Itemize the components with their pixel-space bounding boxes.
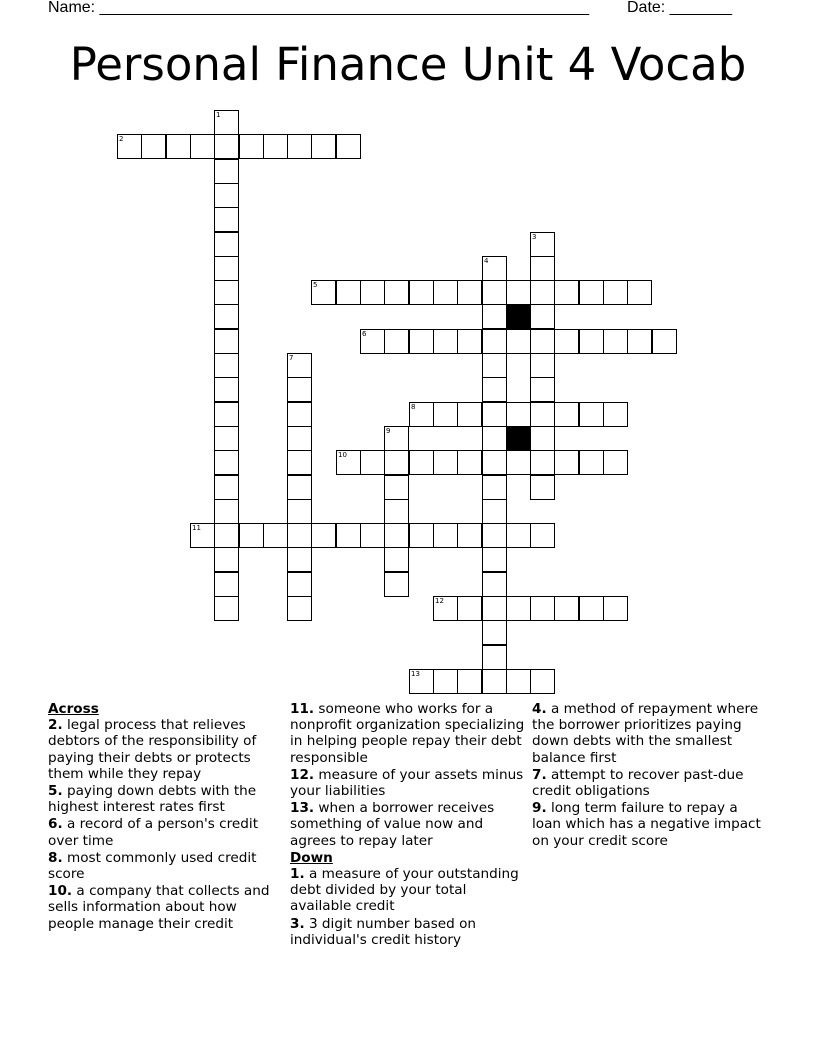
crossword-cell[interactable] (214, 402, 239, 427)
crossword-cell[interactable] (482, 669, 507, 694)
crossword-cell[interactable] (530, 402, 555, 427)
clue-across-5 (48, 783, 286, 815)
cell-number: 1 (216, 111, 221, 119)
crossword-cell[interactable] (457, 402, 482, 427)
clue-down-1 (290, 866, 528, 915)
crossword-cell[interactable] (336, 280, 361, 305)
crossword-cell[interactable] (384, 426, 409, 451)
crossword-cell[interactable] (384, 329, 409, 354)
crossword-cell[interactable] (579, 450, 604, 475)
crossword-cell[interactable] (530, 256, 555, 281)
cell-number: 2 (119, 135, 124, 143)
crossword-cell[interactable] (627, 329, 652, 354)
crossword-cell[interactable] (433, 280, 458, 305)
crossword-cell[interactable] (482, 402, 507, 427)
clue-number: 6. (48, 816, 63, 833)
crossword-cell[interactable] (384, 280, 409, 305)
clue-number: 1. (290, 866, 305, 883)
cell-number: 6 (362, 330, 367, 338)
crossword-cell[interactable] (214, 499, 239, 524)
crossword-cell[interactable] (311, 523, 336, 548)
clue-across-13 (290, 800, 528, 849)
clue-text: a method of repayment where the borrower prioritizes paying down debts with the smallest balance first (532, 701, 759, 766)
crossword-cell[interactable] (311, 134, 336, 159)
crossword-cell[interactable] (603, 402, 628, 427)
crossword-cell[interactable] (433, 329, 458, 354)
crossword-cell[interactable] (554, 329, 579, 354)
crossword-cell[interactable] (287, 475, 312, 500)
crossword-cell[interactable] (409, 669, 434, 694)
crossword-cell[interactable] (457, 329, 482, 354)
crossword-cell[interactable] (263, 134, 288, 159)
crossword-cell[interactable] (287, 426, 312, 451)
crossword-cell[interactable] (603, 329, 628, 354)
crossword-cell[interactable] (214, 596, 239, 621)
clue-text: paying down debts with the highest interest rates first (48, 783, 257, 816)
clue-number: 13. (290, 800, 315, 817)
crossword-cell[interactable] (506, 669, 531, 694)
clue-text: when a borrower receives something of value now and agrees to repay later (290, 800, 495, 849)
crossword-cell[interactable] (530, 475, 555, 500)
crossword-cell[interactable] (214, 183, 239, 208)
crossword-cell[interactable] (506, 280, 531, 305)
crossword-cell[interactable] (652, 329, 677, 354)
clue-text: a company that collects and sells information about how people manage their credit (48, 883, 270, 932)
crossword-cell[interactable] (457, 669, 482, 694)
across-heading: Across (48, 701, 99, 717)
clue-number: 10. (48, 883, 73, 900)
crossword-cell[interactable] (409, 523, 434, 548)
clue-down-3 (290, 916, 528, 948)
crossword-cell[interactable] (482, 645, 507, 670)
clue-number: 9. (532, 800, 547, 817)
crossword-cell[interactable] (530, 426, 555, 451)
crossword-cell[interactable] (482, 523, 507, 548)
clue-text: most commonly used credit score (48, 849, 257, 883)
crossword-cell[interactable] (287, 499, 312, 524)
cell-number: 11 (192, 524, 201, 532)
clue-across-2 (48, 717, 286, 782)
crossword-cell[interactable] (287, 596, 312, 621)
crossword-cell[interactable] (482, 304, 507, 329)
crossword-cell[interactable] (384, 572, 409, 597)
crossword-cell[interactable] (409, 402, 434, 427)
clue-text: measure of your assets minus your liabilities (290, 766, 524, 800)
date-field[interactable]: Date: _______ (627, 0, 732, 16)
cell-number: 12 (435, 597, 444, 605)
crossword-cell[interactable] (311, 280, 336, 305)
clue-number: 8. (48, 849, 63, 866)
clue-number: 5. (48, 783, 63, 800)
crossword-cell[interactable] (384, 523, 409, 548)
crossword-cell[interactable] (214, 377, 239, 402)
crossword-cell[interactable] (287, 353, 312, 378)
crossword-cell[interactable] (506, 523, 531, 548)
crossword-cell[interactable] (360, 280, 385, 305)
crossword-cell[interactable] (433, 669, 458, 694)
clue-number: 3. (290, 915, 305, 932)
crossword-cell[interactable] (214, 232, 239, 257)
crossword-cell[interactable] (214, 426, 239, 451)
crossword-cell[interactable] (579, 280, 604, 305)
clue-down-9 (532, 800, 770, 849)
clue-across-11 (290, 701, 528, 766)
crossword-cell[interactable] (530, 596, 555, 621)
cell-number: 7 (289, 354, 294, 362)
crossword-cell[interactable] (263, 523, 288, 548)
crossword-cell[interactable] (384, 547, 409, 572)
crossword-cell[interactable] (214, 256, 239, 281)
crossword-cell[interactable] (457, 523, 482, 548)
crossword-cell[interactable] (482, 256, 507, 281)
crossword-cell[interactable] (482, 450, 507, 475)
crossword-cell[interactable] (287, 572, 312, 597)
crossword-cell[interactable] (214, 547, 239, 572)
crossword-cell[interactable] (239, 134, 264, 159)
clue-column-1 (48, 701, 286, 933)
crossword-cell[interactable] (433, 523, 458, 548)
crossword-cell[interactable] (336, 523, 361, 548)
crossword-cell[interactable] (239, 523, 264, 548)
crossword-cell[interactable] (457, 280, 482, 305)
crossword-cell[interactable] (409, 450, 434, 475)
clue-text: someone who works for a nonprofit organization specializing in helping people repay their debt responsible (290, 701, 525, 766)
clue-down-4 (532, 701, 770, 766)
crossword-cell[interactable] (482, 620, 507, 645)
crossword-cell[interactable] (554, 280, 579, 305)
crossword-cell[interactable] (603, 280, 628, 305)
crossword-cell[interactable] (457, 596, 482, 621)
crossword-cell[interactable] (530, 353, 555, 378)
clue-across-12 (290, 767, 528, 799)
crossword-cell[interactable] (530, 450, 555, 475)
crossword-cell[interactable] (166, 134, 191, 159)
clue-text: long term failure to repay a loan which has a negative impact on your credit score (532, 800, 761, 849)
crossword-cell[interactable] (530, 377, 555, 402)
crossword-cell[interactable] (530, 669, 555, 694)
crossword-cell[interactable] (214, 475, 239, 500)
crossword-cell[interactable] (287, 523, 312, 548)
crossword-cell[interactable] (384, 450, 409, 475)
cell-number: 5 (313, 281, 318, 289)
crossword-cell[interactable] (506, 402, 531, 427)
black-square (506, 304, 531, 329)
crossword-cell[interactable] (336, 450, 361, 475)
down-heading: Down (290, 849, 333, 866)
crossword-cell[interactable] (336, 134, 361, 159)
crossword-cell[interactable] (579, 596, 604, 621)
crossword-cell[interactable] (457, 450, 482, 475)
clue-text: 3 digit number based on individual's credit history (290, 915, 477, 948)
clue-across-8 (48, 850, 286, 882)
crossword-cell[interactable] (482, 353, 507, 378)
clue-number: 11. (290, 701, 315, 717)
crossword-cell[interactable] (530, 329, 555, 354)
name-field[interactable]: Name: _______________________________________________________ (48, 0, 589, 16)
crossword-cell[interactable] (409, 329, 434, 354)
crossword-cell[interactable] (554, 402, 579, 427)
crossword-cell[interactable] (190, 134, 215, 159)
crossword-cell[interactable] (506, 329, 531, 354)
crossword-cell[interactable] (214, 572, 239, 597)
crossword-cell[interactable] (579, 402, 604, 427)
crossword-cell[interactable] (287, 377, 312, 402)
cell-number: 3 (532, 233, 537, 241)
crossword-cell[interactable] (482, 596, 507, 621)
crossword-cell[interactable] (433, 402, 458, 427)
crossword-cell[interactable] (214, 159, 239, 184)
crossword-cell[interactable] (287, 547, 312, 572)
black-square (506, 426, 531, 451)
cell-number: 10 (338, 451, 347, 459)
clue-column-2 (290, 701, 528, 949)
clue-across-10 (48, 883, 286, 932)
crossword-cell[interactable] (214, 280, 239, 305)
crossword-cell[interactable] (360, 450, 385, 475)
crossword-cell[interactable] (482, 572, 507, 597)
crossword-cell[interactable] (603, 596, 628, 621)
clue-text: attempt to recover past-due credit obligations (532, 766, 744, 800)
crossword-cell[interactable] (530, 304, 555, 329)
crossword-cell[interactable] (214, 450, 239, 475)
crossword-cell[interactable] (287, 450, 312, 475)
crossword-cell[interactable] (482, 426, 507, 451)
cell-number: 4 (484, 257, 489, 265)
crossword-cell[interactable] (530, 232, 555, 257)
crossword-cell[interactable] (482, 547, 507, 572)
cell-number: 9 (386, 427, 391, 435)
crossword-cell[interactable] (482, 499, 507, 524)
crossword-cell[interactable] (190, 523, 215, 548)
crossword-cell[interactable] (530, 280, 555, 305)
clue-column-3 (532, 701, 770, 850)
clue-down-7 (532, 767, 770, 799)
crossword-cell[interactable] (554, 450, 579, 475)
crossword-cell[interactable] (627, 280, 652, 305)
crossword-cell[interactable] (384, 475, 409, 500)
clue-number: 2. (48, 717, 63, 734)
crossword-cell[interactable] (360, 523, 385, 548)
clue-number: 12. (290, 766, 315, 783)
crossword-cell[interactable] (482, 377, 507, 402)
crossword-cell[interactable] (482, 329, 507, 354)
clue-number: 4. (532, 701, 547, 717)
crossword-cell[interactable] (530, 523, 555, 548)
page-title: Personal Finance Unit 4 Vocab (69, 38, 747, 91)
crossword-cell[interactable] (506, 596, 531, 621)
crossword-cell[interactable] (506, 450, 531, 475)
crossword-cell[interactable] (554, 596, 579, 621)
crossword-cell[interactable] (117, 134, 142, 159)
crossword-cell[interactable] (214, 304, 239, 329)
crossword-cell[interactable] (433, 450, 458, 475)
crossword-cell[interactable] (214, 353, 239, 378)
crossword-cell[interactable] (287, 402, 312, 427)
crossword-cell[interactable] (214, 523, 239, 548)
clue-across-6 (48, 816, 286, 848)
clue-text: a measure of your outstanding debt divided by your total available credit (290, 866, 519, 915)
crossword-cell[interactable] (433, 596, 458, 621)
clue-text: a record of a person's credit over time (48, 816, 259, 849)
crossword-cell[interactable] (360, 329, 385, 354)
clue-number: 7. (532, 766, 547, 783)
crossword-cell[interactable] (482, 475, 507, 500)
cell-number: 8 (411, 403, 416, 411)
crossword-cell[interactable] (409, 280, 434, 305)
cell-number: 13 (411, 670, 420, 678)
crossword-cell[interactable] (214, 110, 239, 135)
crossword-cell[interactable] (141, 134, 166, 159)
crossword-cell[interactable] (214, 134, 239, 159)
crossword-cell[interactable] (214, 207, 239, 232)
crossword-cell[interactable] (579, 329, 604, 354)
crossword-cell[interactable] (287, 134, 312, 159)
crossword-cell[interactable] (384, 499, 409, 524)
crossword-cell[interactable] (603, 450, 628, 475)
crossword-cell[interactable] (482, 280, 507, 305)
clue-text: legal process that relieves debtors of the responsibility of paying their debts or protects them while they repay (48, 717, 257, 782)
crossword-cell[interactable] (214, 329, 239, 354)
